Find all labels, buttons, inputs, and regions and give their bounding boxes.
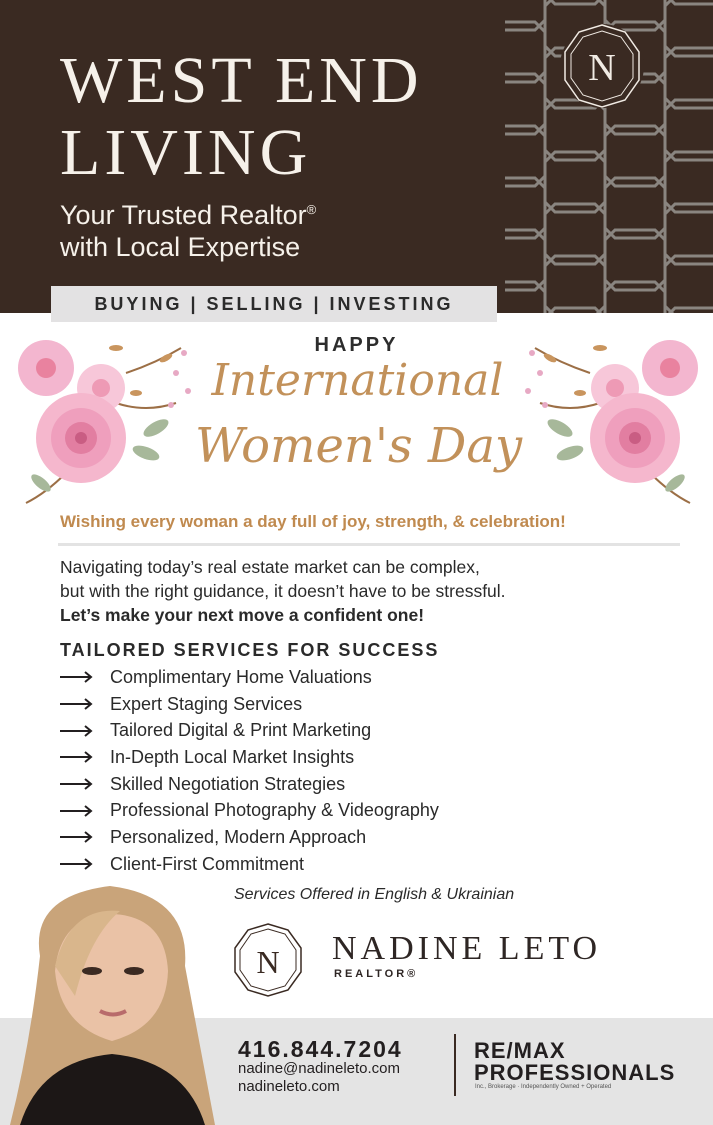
n-monogram-logo <box>558 22 646 110</box>
services-heading: TAILORED SERVICES FOR SUCCESS <box>60 640 440 660</box>
list-item <box>60 824 439 851</box>
brokerage-logo-line-1: RE/MAX <box>474 1038 566 1063</box>
arrow-right-icon <box>60 750 94 764</box>
flower-bouquet-left <box>6 333 196 513</box>
service-label: Expert Staging Services <box>110 693 303 714</box>
svg-text:N: N <box>256 944 280 980</box>
service-label: Skilled Negotiation Strategies <box>110 773 346 794</box>
email-link[interactable]: nadine@nadineleto.com <box>238 1060 401 1077</box>
iwd-script-line-1: International <box>211 355 504 406</box>
service-label: Complimentary Home Valuations <box>110 666 372 687</box>
brokerage-logo-line-2: PROFESSIONALS <box>474 1060 676 1085</box>
list-item <box>60 771 439 798</box>
list-item <box>60 717 439 744</box>
brokerage-subtitle: Inc., Brokerage · Independently Owned + Operated <box>475 1084 612 1090</box>
list-item <box>60 797 439 824</box>
languages-note: Services Offered in English & Ukrainian <box>234 886 515 903</box>
arrow-right-icon <box>60 830 94 844</box>
service-label: Client-First Commitment <box>110 853 305 874</box>
agent-title: REALTOR® <box>334 968 419 980</box>
divider-rule <box>58 543 680 546</box>
wish-message: Wishing every woman a day full of joy, strength, & celebration! <box>60 512 566 531</box>
services-list <box>60 664 439 878</box>
header-banner <box>0 0 713 313</box>
list-item <box>60 744 439 771</box>
headline-line-2: LIVING <box>60 116 312 189</box>
service-label: In-Depth Local Market Insights <box>110 746 355 767</box>
list-item <box>60 664 439 691</box>
phone-number[interactable]: 416.844.7204 <box>238 1036 403 1062</box>
service-label: Tailored Digital & Print Marketing <box>110 720 372 741</box>
arrow-right-icon <box>60 804 94 818</box>
footer-divider <box>454 1034 456 1096</box>
arrow-right-icon <box>60 670 94 684</box>
n-monogram-logo-small <box>230 922 306 998</box>
services-bar-label: BUYING | SELLING | INVESTING <box>94 294 454 314</box>
list-item <box>60 851 439 878</box>
arrow-right-icon <box>60 857 94 871</box>
svg-text:N: N <box>588 47 616 89</box>
arrow-right-icon <box>60 724 94 738</box>
iwd-script-line-2: Women's Day <box>195 418 523 474</box>
arrow-right-icon <box>60 697 94 711</box>
list-item <box>60 691 439 718</box>
tagline-line-2: with Local Expertise <box>60 232 301 262</box>
service-label: Personalized, Modern Approach <box>110 826 367 847</box>
body-text-line-1: Navigating today’s real estate market can be complex, <box>60 557 480 577</box>
headline-line-1: WEST END <box>60 44 423 117</box>
body-text-line-2: but with the right guidance, it doesn’t have to be stressful. <box>60 581 506 601</box>
arrow-right-icon <box>60 777 94 791</box>
tagline-line-1: Your Trusted Realtor® <box>60 200 317 230</box>
body-text-callout: Let’s make your next move a confident one! <box>60 605 425 625</box>
services-bar <box>51 286 497 322</box>
agent-name: NADINE LETO <box>332 930 602 967</box>
website-link[interactable]: nadineleto.com <box>238 1078 340 1095</box>
service-label: Professional Photography & Videography <box>110 800 439 821</box>
agent-portrait <box>0 876 230 1125</box>
happy-label: HAPPY <box>314 334 399 356</box>
flower-bouquet-right <box>520 333 710 513</box>
